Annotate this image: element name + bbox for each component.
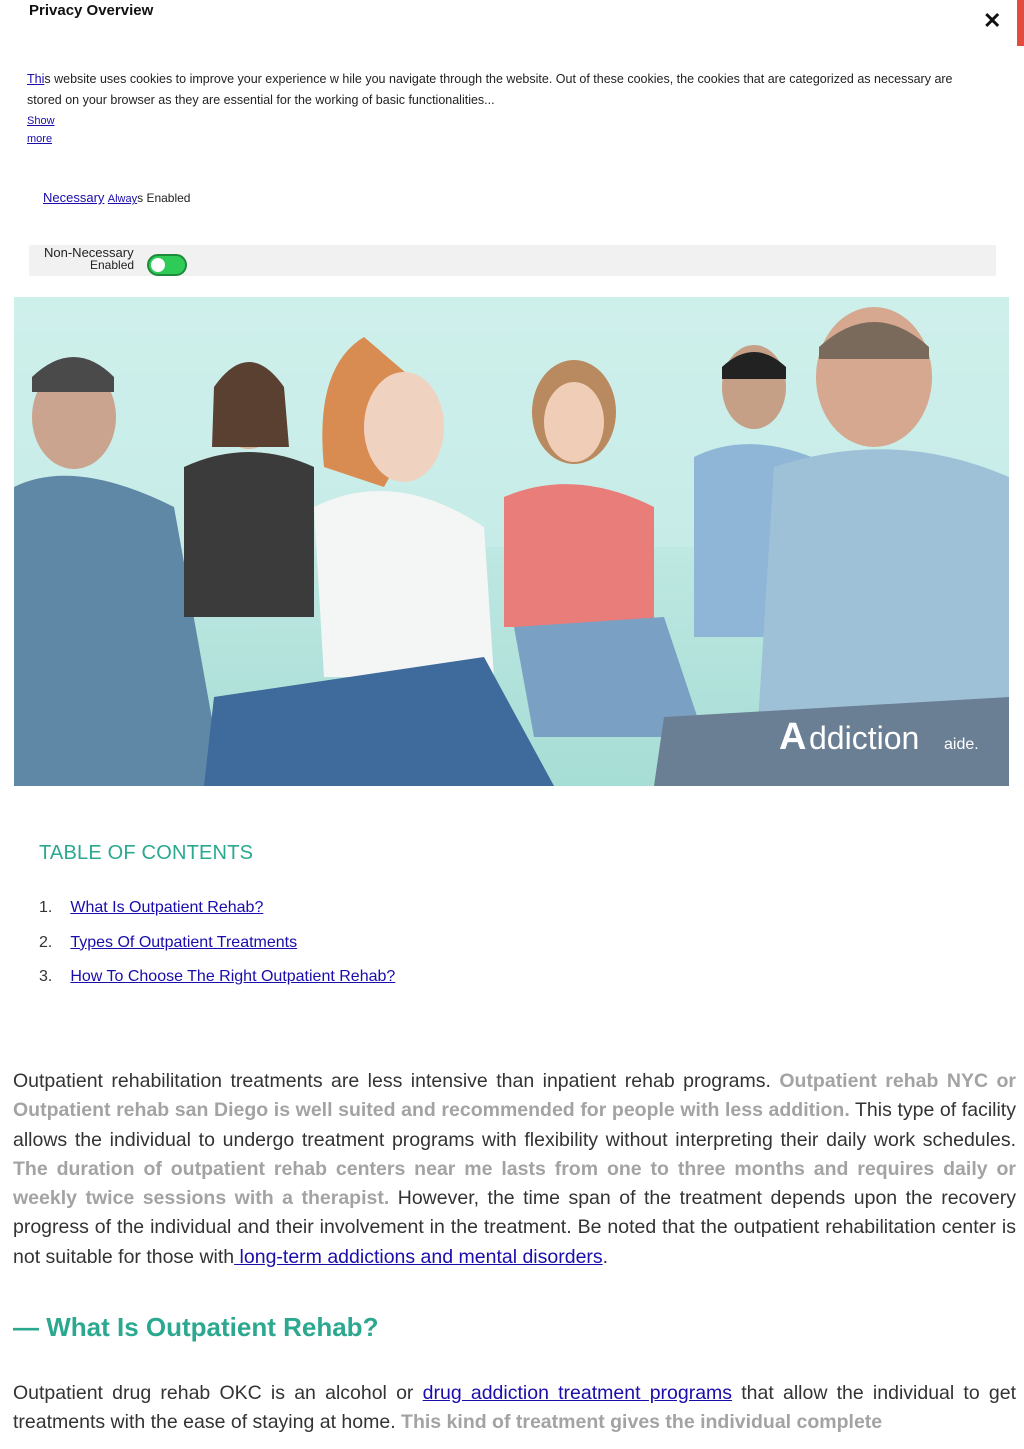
what-is-text-2: that allow the individual to get treatments with the ease of staying at home. [13,1382,1016,1434]
toc-link-how-to-choose[interactable]: How To Choose The Right Outpatient Rehab? [70,968,396,985]
privacy-overview-title: Privacy Overview [29,2,154,19]
necessary-link[interactable]: Necessary [43,190,105,205]
intro-text-1: Outpatient rehabilitation treatments are less intensive than inpatient rehab programs. [13,1070,780,1092]
brand-logo-initial: A [779,716,807,758]
toc-list [39,899,395,1003]
toc-number: 3. [39,968,53,985]
cookie-text-link[interactable]: Thi [27,72,45,86]
intro-faded-2: The duration of outpatient rehab centers near me lasts from one to three months and requires daily or weekly twice sessions with a therapist. [13,1157,1016,1210]
toc-item [39,934,395,969]
necessary-cookies-row [43,190,190,205]
intro-paragraph [13,1067,1016,1272]
toggle-knob [151,258,165,272]
show-more-line1: Show [27,115,55,127]
intro-text-3: However, the time span of the treatment depends upon the recovery progress of the individual and their involvement in the treatment. Be noted that the outpatient rehabilitation center is not suitable for those with [13,1187,1016,1268]
toc-link-types[interactable]: Types Of Outpatient Treatments [70,933,298,951]
non-necessary-state: Enabled [90,258,135,272]
cookie-text-body: s website uses cookies to improve your experience w hile you navigate through the website. Out of these cookies, the cookies that are categorized as necessary are stored on your browser as they are essential for the working of basic functionalities... [27,72,953,107]
show-more-link[interactable] [27,112,55,148]
intro-faded-1: Outpatient rehab NYC or Outpatient rehab san Diego is well suited and recommended for people with less addition. [13,1070,1016,1122]
brand-logo-main: ddiction [809,720,920,756]
toc-item [39,899,395,934]
non-necessary-toggle[interactable] [147,254,187,276]
toc-number: 1. [39,899,53,916]
brand-logo-suffix: aide. [944,736,979,753]
always-enabled-link[interactable]: Alway [107,193,138,205]
what-is-faded: This kind of treatment gives the individual complete [401,1411,883,1434]
girl-shirt [314,491,494,677]
what-is-paragraph [13,1379,1016,1438]
long-term-addictions-link[interactable]: long-term addictions and mental disorders [234,1245,603,1268]
toc-item [39,968,395,1003]
group-therapy-illustration [14,297,1009,786]
toc-title: TABLE OF CONTENTS [39,842,254,864]
cookie-description [27,69,987,111]
non-necessary-panel [29,245,996,276]
hero-image [14,297,1009,786]
what-is-text-1: Outpatient drug rehab OKC is an alcohol or [13,1382,423,1404]
intro-text-2: This type of facility allows the individual to undergo treatment programs with flexibility without interpreting their daily work schedules. [13,1099,1016,1151]
close-icon[interactable]: ✕ [983,8,1002,33]
toc-link-what-is[interactable]: What Is Outpatient Rehab? [70,899,264,916]
non-necessary-label: Non-Necessary [44,245,134,260]
intro-end: . [602,1245,609,1268]
edge-accent-bar [1017,0,1024,46]
show-more-line2: more [27,133,53,145]
section-heading-what-is: — What Is Outpatient Rehab? [13,1312,379,1342]
curly-woman-top [504,484,654,627]
enabled-suffix: s Enabled [137,191,191,205]
toc-number: 2. [39,933,53,951]
drug-addiction-programs-link[interactable]: drug addiction treatment programs [422,1382,733,1404]
